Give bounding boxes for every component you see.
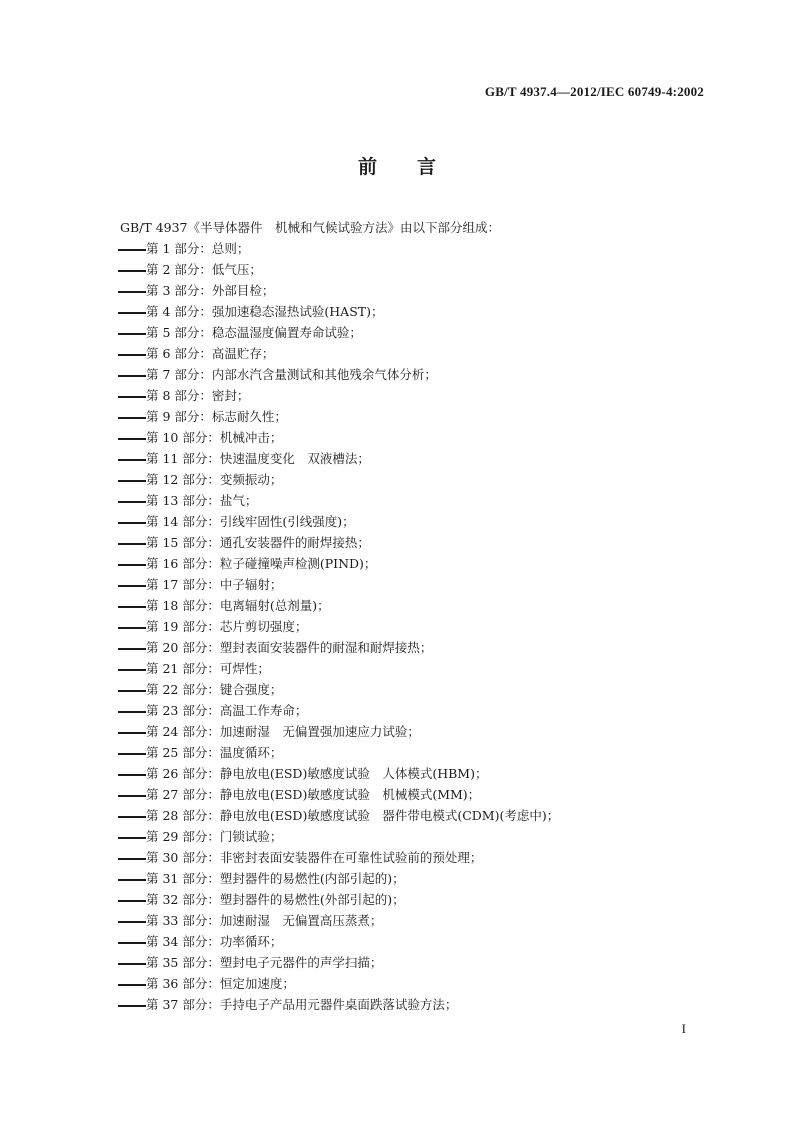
list-item-text: 第 10 部分：机械冲击； — [146, 430, 283, 445]
list-item-text: 第 21 部分：可焊性； — [146, 661, 270, 676]
list-item — [118, 703, 559, 724]
list-item — [118, 766, 559, 787]
list-item-text: 第 6 部分：高温贮存； — [146, 346, 275, 361]
em-dash-marker — [118, 543, 146, 545]
em-dash-marker — [118, 270, 146, 272]
em-dash-marker — [118, 564, 146, 566]
list-item — [118, 724, 559, 745]
list-item — [118, 409, 559, 430]
em-dash-marker — [118, 921, 146, 923]
list-item — [118, 283, 559, 304]
em-dash-marker — [118, 837, 146, 839]
em-dash-marker — [118, 333, 146, 335]
list-item — [118, 367, 559, 388]
list-item-text: 第 34 部分：功率循环； — [146, 934, 283, 949]
list-item-text: 第 30 部分：非密封表面安装器件在可靠性试验前的预处理； — [146, 850, 483, 865]
list-item-text: 第 7 部分：内部水汽含量测试和其他残余气体分析； — [146, 367, 437, 382]
list-item — [118, 472, 559, 493]
em-dash-marker — [118, 354, 146, 356]
list-item-text: 第 1 部分：总则； — [146, 241, 250, 256]
em-dash-marker — [118, 879, 146, 881]
em-dash-marker — [118, 795, 146, 797]
em-dash-marker — [118, 585, 146, 587]
list-item-text: 第 20 部分：塑封表面安装器件的耐湿和耐焊接热； — [146, 640, 433, 655]
list-item — [118, 304, 559, 325]
list-item-text: 第 19 部分：芯片剪切强度； — [146, 619, 308, 634]
list-item-text: 第 33 部分：加速耐湿 无偏置高压蒸煮； — [146, 913, 383, 928]
list-item — [118, 577, 559, 598]
list-item — [118, 997, 559, 1018]
list-item-text: 第 27 部分：静电放电(ESD)敏感度试验 机械模式(MM)； — [146, 787, 481, 802]
list-item-text: 第 35 部分：塑封电子元器件的声学扫描； — [146, 955, 383, 970]
list-item — [118, 514, 559, 535]
em-dash-marker — [118, 396, 146, 398]
list-item-text: 第 13 部分：盐气； — [146, 493, 258, 508]
list-item — [118, 241, 559, 262]
list-item-text: 第 18 部分：电离辐射(总剂量)； — [146, 598, 330, 613]
em-dash-marker — [118, 312, 146, 314]
list-item-text: 第 11 部分：快速温度变化 双液槽法； — [146, 451, 370, 466]
list-item — [118, 892, 559, 913]
list-item-text: 第 15 部分：通孔安装器件的耐焊接热； — [146, 535, 370, 550]
em-dash-marker — [118, 459, 146, 461]
list-item — [118, 661, 559, 682]
em-dash-marker — [118, 690, 146, 692]
list-item-text: 第 28 部分：静电放电(ESD)敏感度试验 器件带电模式(CDM)(考虑中)； — [146, 808, 560, 823]
list-item — [118, 430, 559, 451]
list-item-text: 第 14 部分：引线牢固性(引线强度)； — [146, 514, 355, 529]
em-dash-marker — [118, 900, 146, 902]
list-item-text: 第 31 部分：塑封器件的易燃性(内部引起的)； — [146, 871, 405, 886]
page-title: 前言 — [357, 156, 476, 178]
list-item — [118, 388, 559, 409]
em-dash-marker — [118, 249, 146, 251]
list-item-text: 第 16 部分：粒子碰撞噪声检测(PIND)； — [146, 556, 377, 571]
em-dash-marker — [118, 732, 146, 734]
em-dash-marker — [118, 375, 146, 377]
list-item — [118, 640, 559, 661]
em-dash-marker — [118, 627, 146, 629]
em-dash-marker — [118, 480, 146, 482]
list-item — [118, 493, 559, 514]
list-item — [118, 598, 559, 619]
list-item-text: 第 17 部分：中子辐射； — [146, 577, 283, 592]
list-item — [118, 556, 559, 577]
list-item-text: 第 36 部分：恒定加速度； — [146, 976, 295, 991]
list-item-text: 第 4 部分：强加速稳态湿热试验(HAST)； — [146, 304, 384, 319]
list-item — [118, 787, 559, 808]
list-item-text: 第 2 部分：低气压； — [146, 262, 262, 277]
list-item — [118, 871, 559, 892]
em-dash-marker — [118, 816, 146, 818]
list-item-text: 第 24 部分：加速耐湿 无偏置强加速应力试验； — [146, 724, 420, 739]
list-item-text: 第 25 部分：温度循环； — [146, 745, 283, 760]
em-dash-marker — [118, 417, 146, 419]
em-dash-marker — [118, 669, 146, 671]
standard-code-header: GB/T 4937.4—2012/IEC 60749-4:2002 — [484, 84, 704, 99]
list-item-text: 第 26 部分：静电放电(ESD)敏感度试验 人体模式(HBM)； — [146, 766, 488, 781]
list-item — [118, 913, 559, 934]
em-dash-marker — [118, 522, 146, 524]
list-item-text: 第 37 部分：手持电子产品用元器件桌面跌落试验方法； — [146, 997, 458, 1012]
list-item-text: 第 8 部分：密封； — [146, 388, 250, 403]
em-dash-marker — [118, 774, 146, 776]
list-item — [118, 850, 559, 871]
list-item — [118, 535, 559, 556]
parts-list — [118, 241, 559, 1018]
em-dash-marker — [118, 606, 146, 608]
list-item-text: 第 9 部分：标志耐久性； — [146, 409, 287, 424]
em-dash-marker — [118, 1005, 146, 1007]
list-item — [118, 262, 559, 283]
list-item-text: 第 32 部分：塑封器件的易燃性(外部引起的)； — [146, 892, 405, 907]
list-item — [118, 682, 559, 703]
list-item — [118, 955, 559, 976]
em-dash-marker — [118, 291, 146, 293]
em-dash-marker — [118, 711, 146, 713]
list-item-text: 第 12 部分：变频振动； — [146, 472, 283, 487]
list-item — [118, 934, 559, 955]
em-dash-marker — [118, 648, 146, 650]
em-dash-marker — [118, 858, 146, 860]
list-item-text: 第 23 部分：高温工作寿命； — [146, 703, 308, 718]
em-dash-marker — [118, 501, 146, 503]
list-item — [118, 829, 559, 850]
em-dash-marker — [118, 984, 146, 986]
list-item — [118, 619, 559, 640]
page-number: I — [681, 1021, 686, 1036]
list-item — [118, 451, 559, 472]
list-item — [118, 976, 559, 997]
em-dash-marker — [118, 753, 146, 755]
list-item-text: 第 22 部分：键合强度； — [146, 682, 283, 697]
intro-paragraph: GB/T 4937《半导体器件 机械和气候试验方法》由以下部分组成： — [120, 220, 501, 235]
list-item — [118, 325, 559, 346]
em-dash-marker — [118, 438, 146, 440]
list-item-text: 第 3 部分：外部目检； — [146, 283, 275, 298]
em-dash-marker — [118, 942, 146, 944]
em-dash-marker — [118, 963, 146, 965]
list-item-text: 第 5 部分：稳态温湿度偏置寿命试验； — [146, 325, 362, 340]
list-item — [118, 745, 559, 766]
list-item — [118, 808, 559, 829]
list-item — [118, 346, 559, 367]
list-item-text: 第 29 部分：门锁试验； — [146, 829, 283, 844]
